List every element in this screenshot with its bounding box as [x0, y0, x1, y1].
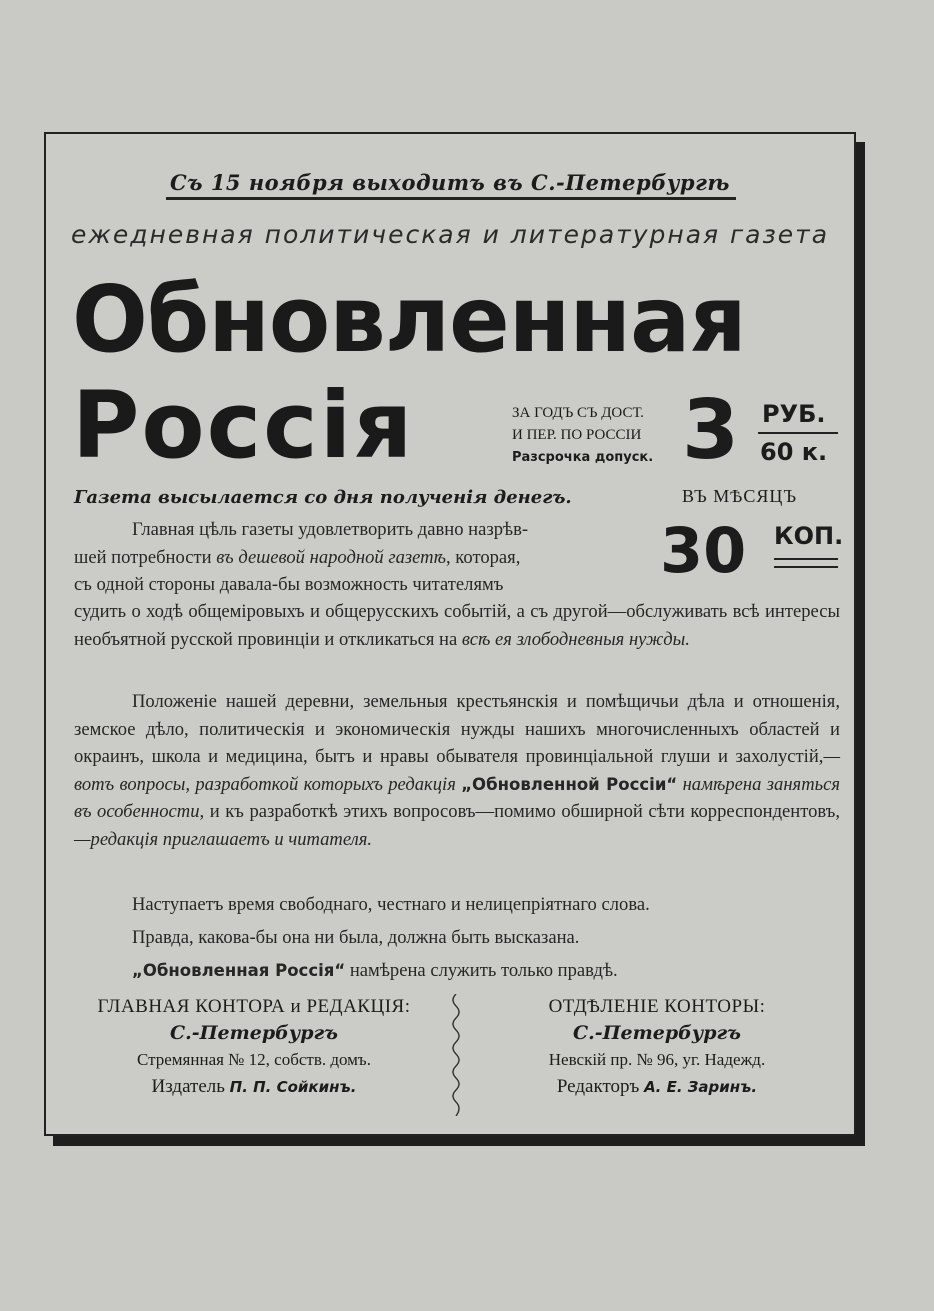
price-year-unit-rub: РУБ. [762, 400, 826, 428]
sent-from-note: Газета высылается со дня полученія денегъ. [74, 487, 572, 508]
paragraph-1-continued: судить о ходѣ общеміровыхъ и общерусскихъ событій, а съ другой—обслуживать всѣ интересы необъятной русской провинціи и откликаться на всѣ ея злободневныя нужды. [74, 601, 840, 650]
paragraph-2: Положеніе нашей деревни, земельныя крестьянскія и помѣщичьи дѣла и отношенія, земское дѣло, политическія и экономическія нужды нашихъ многочисленныхъ областей и окраинъ, школа и медицина, бытъ и нравы обывателя провинціальной глуши и захолустій,—вотъ вопросы, разработкой которыхъ редакція „Обновленной Россіи“ намѣрена заняться въ особенности, и къ разработкѣ этихъ вопросовъ—помимо обширной сѣти корреспондентовъ,—редакція приглашаетъ и читателя. [74, 691, 840, 850]
paragraph-1-intro: Главная цѣль газеты удовлетворить давно назрѣв- шей потребности въ дешевой народной газетѣ, которая, съ одной стороны давала-бы возможность читателямъ [74, 519, 529, 595]
main-office-city: С.-Петербургъ [169, 1022, 338, 1044]
price-month-rule-2 [774, 566, 838, 568]
branch-office-block [472, 996, 842, 1098]
branch-office-address: Невскій пр. № 96, уг. Надежд. [548, 1050, 766, 1069]
newspaper-subtitle: ежедневная политическая и литературная газета [70, 220, 830, 249]
title-line-1: Обновленная [72, 266, 746, 373]
main-office-publisher: Издатель П. П. Сойкинъ. [151, 1076, 357, 1097]
announcement: Съ 15 ноября выходитъ въ С.-Петербургѣ [170, 170, 730, 195]
price-month-rule-1 [774, 558, 838, 560]
main-office-block [66, 996, 442, 1098]
price-year-line-2: И ПЕР. ПО РОССІИ [512, 427, 642, 443]
footer-divider [450, 994, 462, 1116]
branch-office-city: С.-Петербургъ [572, 1022, 741, 1044]
price-month-unit: КОП. [774, 522, 844, 550]
paragraph-3 [74, 888, 840, 987]
price-year-rule [758, 432, 838, 434]
announcement-underline [166, 197, 736, 200]
price-year-unit-kop: 60 к. [760, 438, 828, 466]
title-line-2: Россія [72, 372, 415, 479]
branch-office-editor: Редакторъ А. Е. Заринъ. [556, 1076, 758, 1097]
paragraph-3-line-1: Наступаетъ время свободнаго, честнаго и нелицепріятнаго слова. [132, 894, 650, 915]
main-office-heading: ГЛАВНАЯ КОНТОРА и РЕДАКЦІЯ: [97, 996, 411, 1017]
advertisement-frame [44, 132, 856, 1136]
price-year-amount: 3 [682, 383, 740, 478]
price-year-line-1: ЗА ГОДЪ СЪ ДОСТ. [512, 405, 644, 421]
branch-office-heading: ОТДѢЛЕНІЕ КОНТОРЫ: [548, 996, 766, 1017]
paragraph-3-line-2: Правда, какова-бы она ни была, должна быть высказана. [132, 927, 580, 948]
paragraph-3-line-3: „Обновленная Россія“ намѣрена служить только правдѣ. [132, 960, 618, 981]
price-year-installment: Разсрочка допуск. [512, 450, 654, 465]
price-month-label: ВЪ МѢСЯЦЪ [682, 486, 798, 506]
main-office-address: Стремянная № 12, собств. домъ. [137, 1050, 371, 1069]
price-month-amount: 30 [660, 514, 747, 587]
